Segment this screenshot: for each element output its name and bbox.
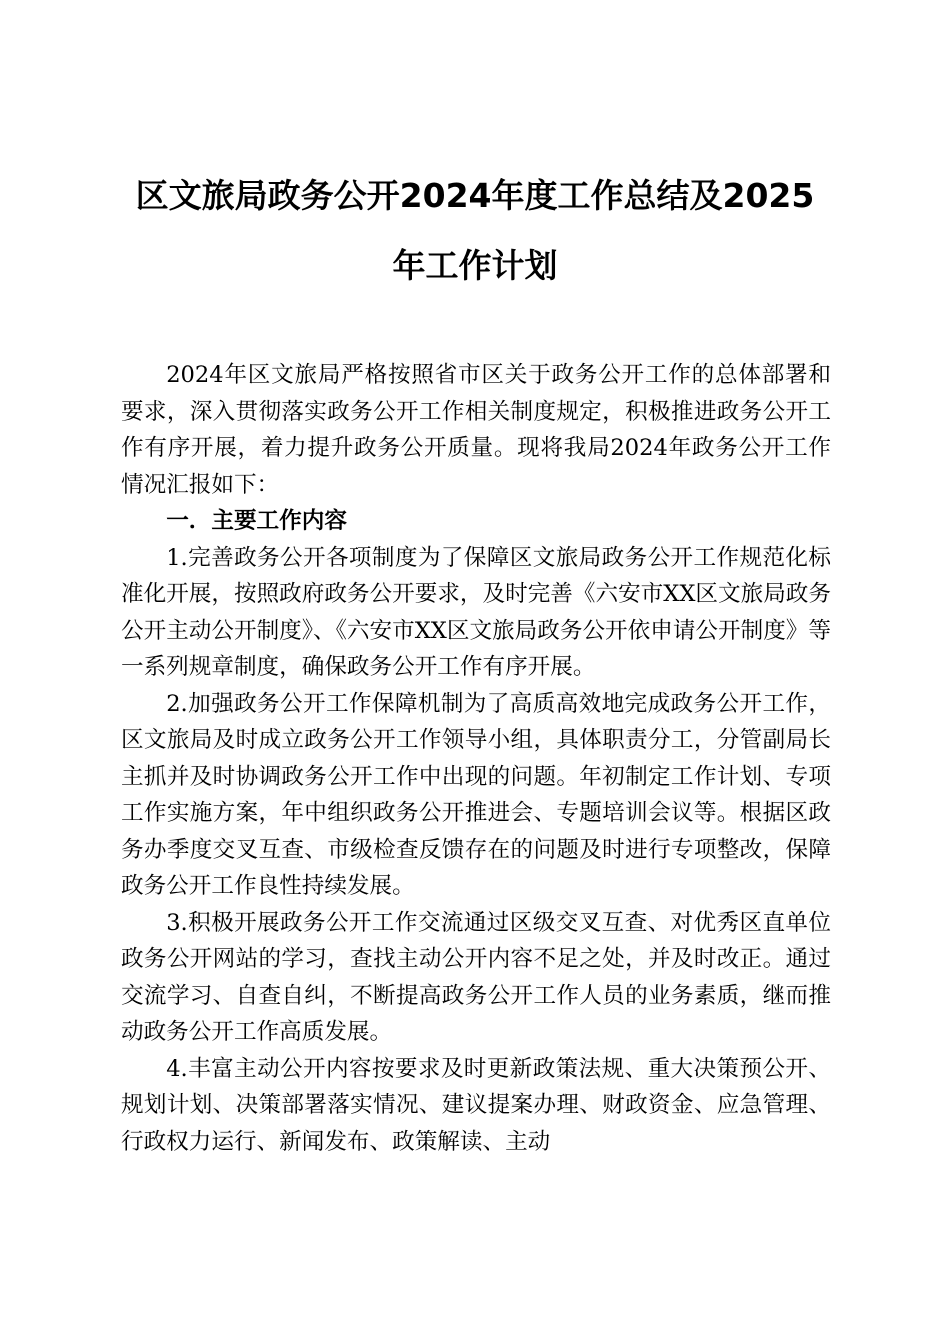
document-body [121,357,831,1160]
paragraph-item-3: 3.积极开展政务公开工作交流通过区级交叉互查、对优秀区直单位政务公开网站的学习，查找主动公开内容不足之处，并及时改正。通过交流学习、自查自纠，不断提高政务公开工作人员的业务素质，继而推动政务公开工作高质发展。 [121,909,831,1045]
paragraph-item-2: 2.加强政务公开工作保障机制为了高质高效地完成政务公开工作，区文旅局及时成立政务公开工作领导小组，具体职责分工，分管副局长主抓并及时协调政务公开工作中出现的问题。年初制定工作计划、专项工作实施方案，年中组织政务公开推进会、专题培训会议等。根据区政务办季度交叉互查、市级检查反馈存在的问题及时进行专项整改，保障政务公开工作良性持续发展。 [121,690,831,899]
document-title-line-1: 区文旅局政务公开2024年度工作总结及2025 [135,176,815,215]
paragraph-item-1: 1.完善政务公开各项制度为了保障区文旅局政务公开工作规范化标准化开展，按照政府政务公开要求，及时完善《六安市XX区文旅局政务公开主动公开制度》、《六安市XX区文旅局政务公开依申请公开制度》等一系列规章制度，确保政务公开工作有序开展。 [121,544,831,680]
section-heading-main-work: 一．主要工作内容 [166,508,347,534]
intro-paragraph: 2024年区文旅局严格按照省市区关于政务公开工作的总体部署和要求，深入贯彻落实政务公开工作相关制度规定，积极推进政务公开工作有序开展，着力提升政务公开质量。现将我局2024年政务公开工作情况汇报如下： [121,362,831,498]
document-title-line-2: 年工作计划 [392,246,558,285]
paragraph-item-4: 4.丰富主动公开内容按要求及时更新政策法规、重大决策预公开、规划计划、决策部署落实情况、建议提案办理、财政资金、应急管理、行政权力运行、新闻发布、政策解读、主动 [121,1055,831,1155]
